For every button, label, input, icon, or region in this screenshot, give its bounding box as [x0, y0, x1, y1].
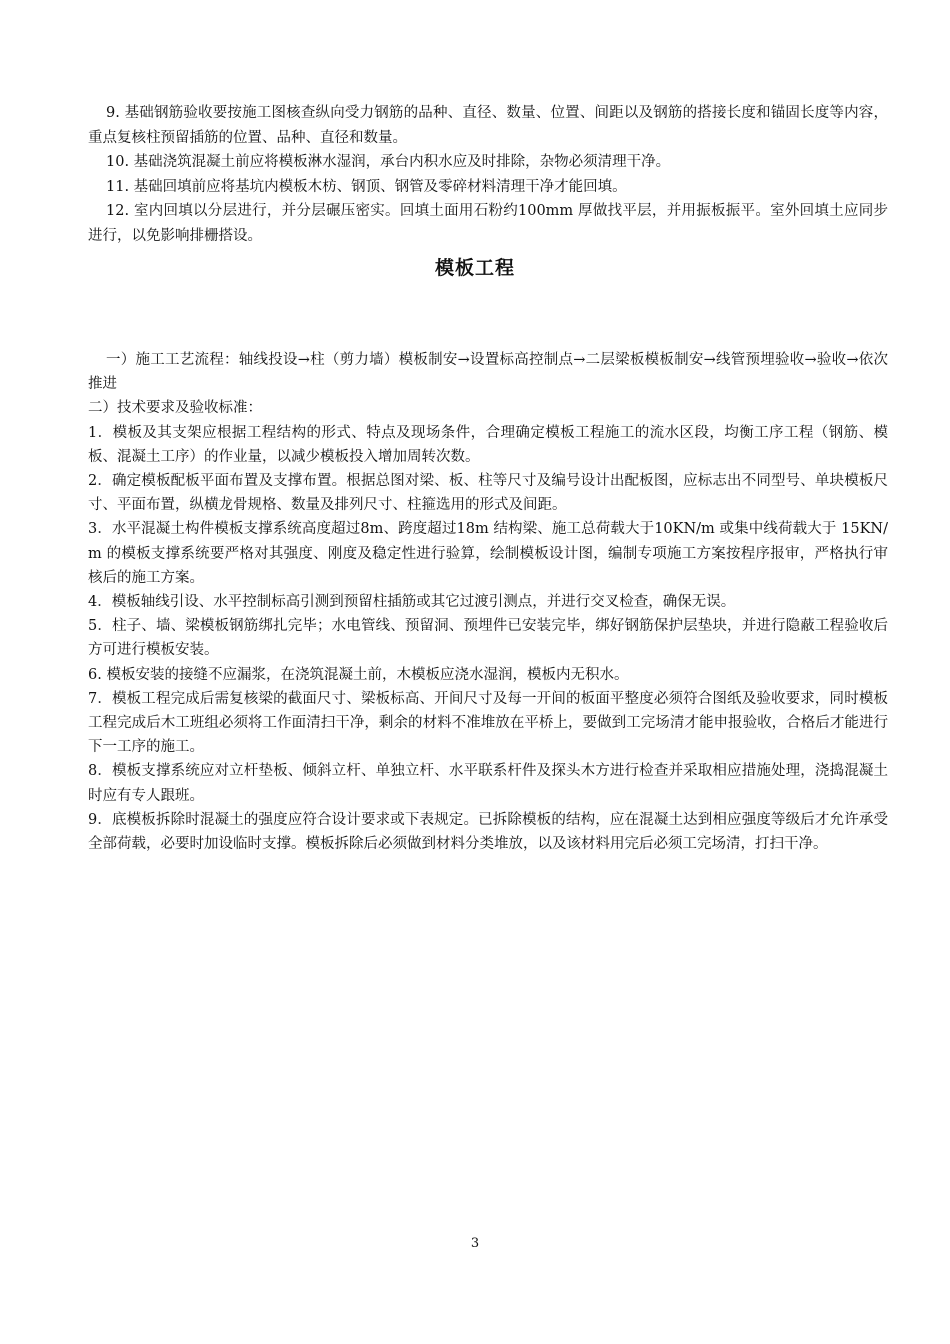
requirement-item-5: 5．柱子、墙、梁模板钢筋绑扎完毕；水电管线、预留洞、预埋件已安装完毕，绑好钢筋保护层垫块，并进行隐蔽工程验收后方可进行模板安装。 [88, 618, 888, 659]
foundation-item-11: 11. 基础回填前应将基坑内模板木枋、钢顶、钢管及零碎材料清理干净才能回填。 [106, 178, 627, 195]
requirement-item-9: 9．底模板拆除时混凝土的强度应符合设计要求或下表规定。已拆除模板的结构，应在混凝土达到相应强度等级后才允许承受全部荷载，必要时加设临时支撑。模板拆除后必须做到材料分类堆放，以及该材料用完后必须工完场清，打扫干净。 [88, 811, 888, 853]
requirement-item-8: 8．模板支撑系统应对立杆垫板、倾斜立杆、单独立杆、水平联系杆件及探头木方进行检查并采取相应措施处理，浇捣混凝土时应有专人跟班。 [88, 763, 888, 804]
requirement-item-3: 3．水平混凝土构件模板支撑系统高度超过8m、跨度超过18m 结构梁、施工总荷载大于10KN/m 或集中线荷载大于 15KN/m 的模板支撑系统要严格对其强度、刚度及稳定性进行验算，绘制模板设计图，编制专项施工方案按程序报审，严格执行审核后的施工方案。 [88, 521, 888, 586]
requirement-item-6: 6. 模板安装的接缝不应漏浆，在浇筑混凝土前，木模板应浇水湿润，模板内无积水。 [88, 666, 629, 683]
page-number: 3 [470, 1236, 480, 1251]
section-title: 模板工程 [434, 257, 515, 279]
requirement-item-7: 7．模板工程完成后需复核梁的截面尺寸、梁板标高、开间尺寸及每一开间的板面平整度必须符合图纸及验收要求，同时模板工程完成后木工班组必须将工作面清扫干净，剩余的材料不准堆放在平桥上，要做到工完场清才能申报验收，合格后才能进行下一工序的施工。 [88, 690, 888, 756]
requirement-item-4: 4．模板轴线引设、水平控制标高引测到预留柱插筋或其它过渡引测点，并进行交叉检查，确保无误。 [88, 594, 736, 611]
foundation-item-12: 12. 室内回填以分层进行，并分层碾压密实。回填土面用石粉约100mm 厚做找平层，并用振板振平。室外回填土应同步进行，以免影响排栅搭设。 [88, 203, 888, 244]
foundation-item-10: 10. 基础浇筑混凝土前应将模板淋水湿润，承台内积水应及时排除，杂物必须清理干净。 [106, 154, 671, 170]
requirement-item-2: 2．确定模板配板平面布置及支撑布置。根据总图对梁、板、柱等尺寸及编号设计出配板图，应标志出不同型号、单块模板尺寸、平面布置，纵横龙骨规格、数量及排列尺寸、柱箍选用的形式及间距。 [88, 473, 888, 514]
requirements-heading: 二）技术要求及验收标准： [88, 400, 262, 417]
formwork-section [88, 348, 888, 856]
requirement-item-1: 1．模板及其支架应根据工程结构的形式、特点及现场条件，合理确定模板工程施工的流水区段，均衡工序工程（钢筋、模板、混凝土工序）的作业量，以减少模板投入增加周转次数。 [88, 424, 888, 465]
foundation-item-9: 9. 基础钢筋验收要按施工图核查纵向受力钢筋的品种、直径、数量、位置、间距以及钢筋的搭接长度和锚固长度等内容，重点复核柱预留插筋的位置、品种、直径和数量。 [88, 105, 888, 146]
foundation-items [88, 101, 888, 248]
process-flow: 一）施工工艺流程：轴线投设→柱（剪力墙）模板制安→设置标高控制点→二层梁板模板制安→线管预埋验收→验收→依次推进 [88, 352, 888, 393]
